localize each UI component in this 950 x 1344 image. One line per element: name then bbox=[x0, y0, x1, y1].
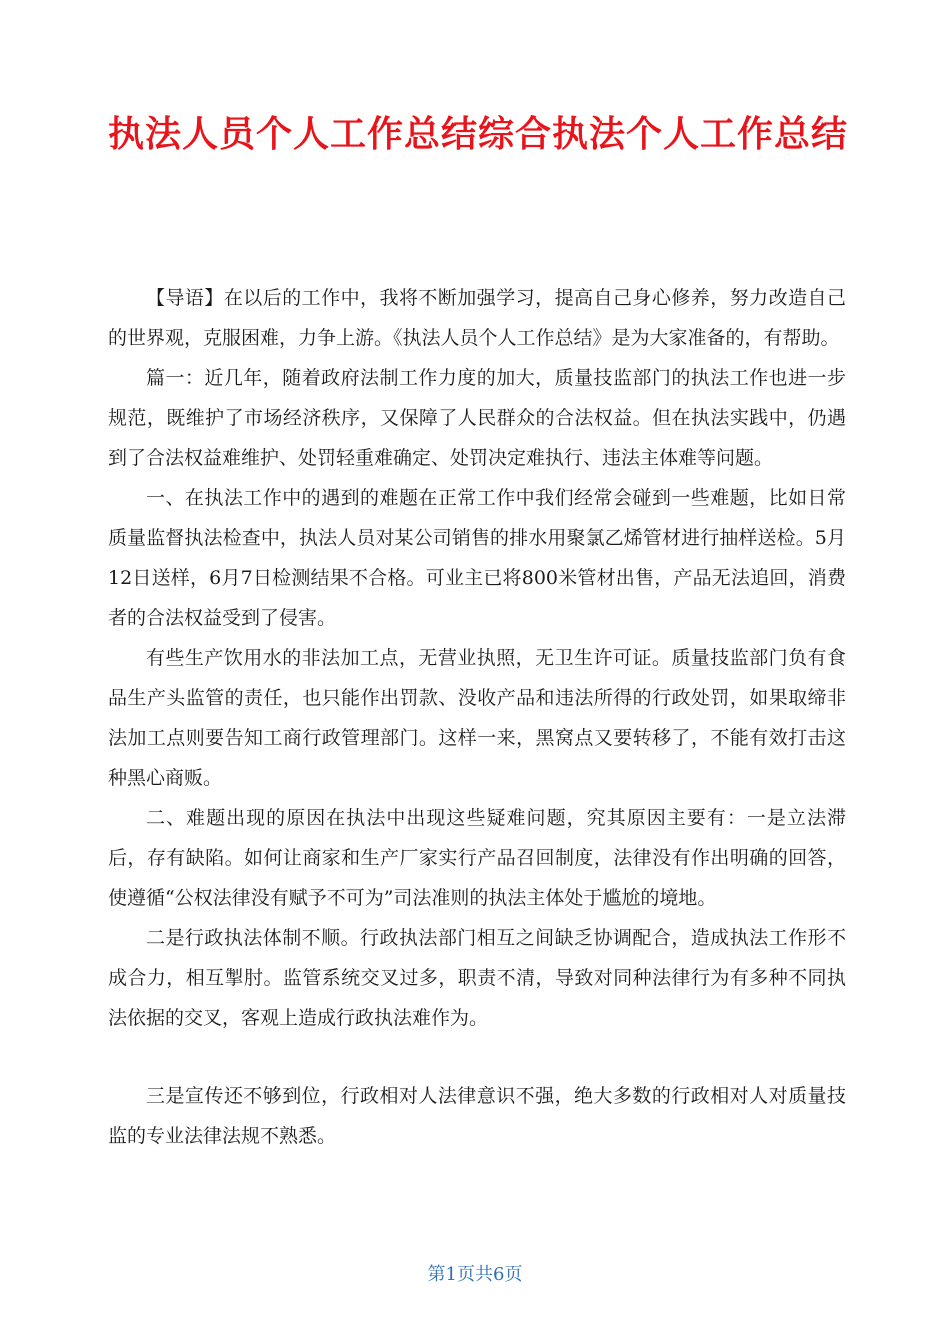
page-number: 第1页共6页 bbox=[427, 1264, 523, 1285]
body-paragraph: 一、在执法工作中的遇到的难题在正常工作中我们经常会碰到一些难题，比如日常质量监督执法检查中，执法人员对某公司销售的排水用聚氯乙烯管材进行抽样送检。5月12日送样，6月7日检测结果不合格。可业主已将800米管材出售，产品无法追回，消费者的合法权益受到了侵害。 bbox=[108, 487, 846, 629]
body-paragraph: 篇一：近几年，随着政府法制工作力度的加大，质量技监部门的执法工作也进一步规范，既维护了市场经济秩序，又保障了人民群众的合法权益。但在执法实践中，仍遇到了合法权益难维护、处罚轻重难确定、处罚决定难执行、违法主体难等问题。 bbox=[108, 367, 846, 469]
body-paragraph: 二、难题出现的原因在执法中出现这些疑难问题，究其原因主要有：一是立法滞后，存有缺陷。如何让商家和生产厂家实行产品召回制度，法律没有作出明确的回答，使遵循“公权法律没有赋予不可为”司法准则的执法主体处于尴尬的境地。 bbox=[108, 807, 846, 909]
intro-paragraph: 【导语】在以后的工作中，我将不断加强学习，提高自己身心修养，努力改造自己的世界观，克服困难，力争上游。《执法人员个人工作总结》是为大家准备的，有帮助。 bbox=[108, 287, 846, 349]
body-paragraph: 三是宣传还不够到位，行政相对人法律意识不强，绝大多数的行政相对人对质量技监的专业法律法规不熟悉。 bbox=[108, 1085, 846, 1147]
document-body bbox=[108, 278, 846, 1156]
body-paragraph: 二是行政执法体制不顺。行政执法部门相互之间缺乏协调配合，造成执法工作形不成合力，相互掣肘。监管系统交叉过多，职责不清，导致对同种法律行为有多种不同执法依据的交叉，客观上造成行政执法难作为。 bbox=[108, 927, 846, 1029]
body-paragraph: 有些生产饮用水的非法加工点，无营业执照，无卫生许可证。质量技监部门负有食品生产头监管的责任，也只能作出罚款、没收产品和违法所得的行政处罚，如果取缔非法加工点则要告知工商行政管理部门。这样一来，黑窝点又要转移了，不能有效打击这种黑心商贩。 bbox=[108, 647, 846, 789]
document-title: 执法人员个人工作总结综合执法个人工作总结 bbox=[108, 114, 849, 155]
